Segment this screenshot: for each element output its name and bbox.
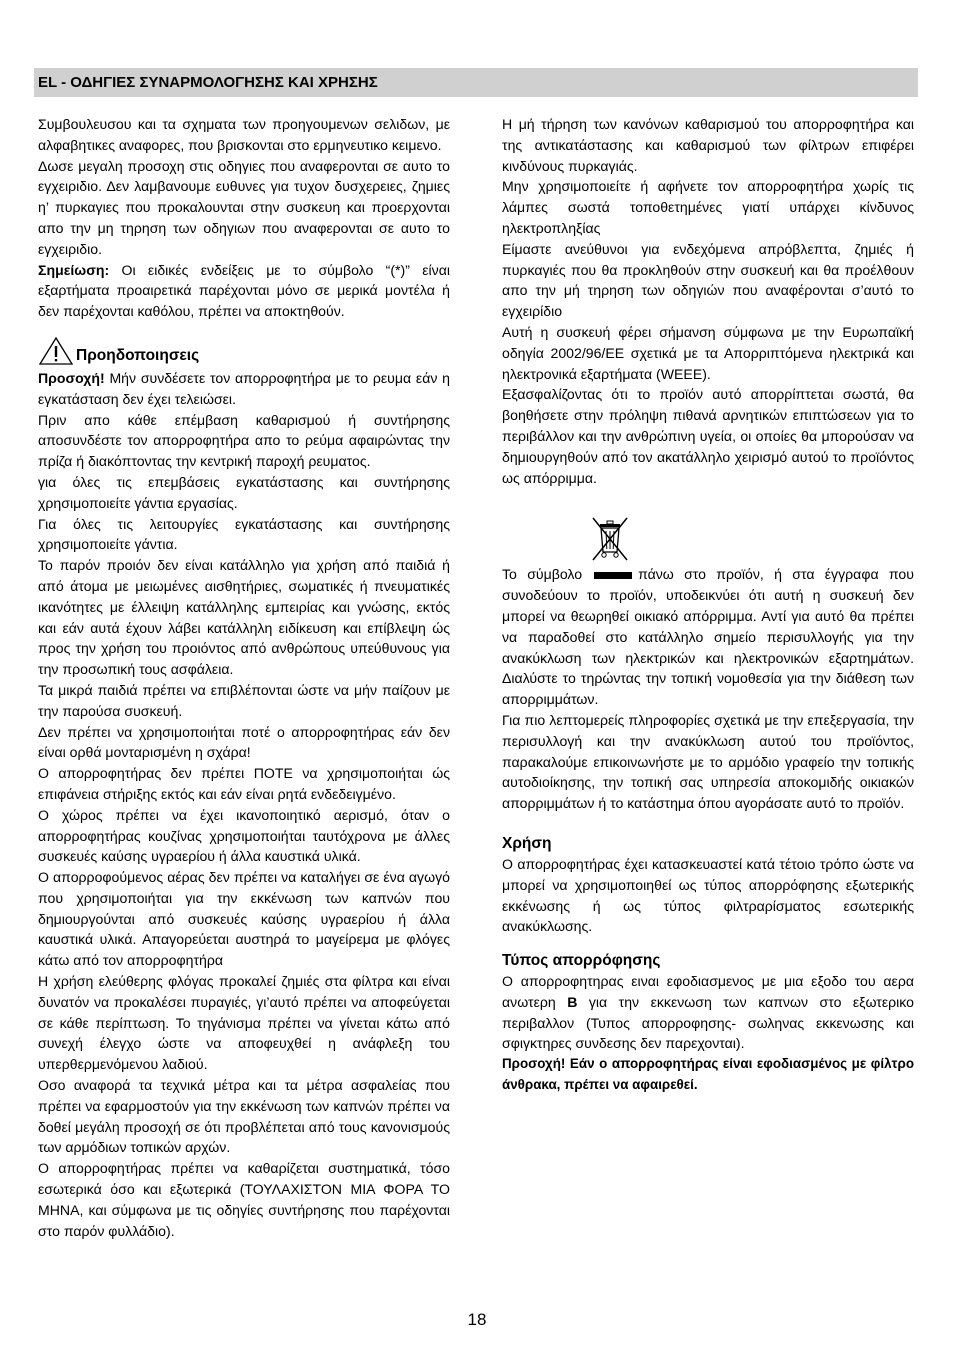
intro-paragraph: Δωσε μεγαλη προσοχη στις οδηγιες που αναφερονται σε αυτο το εγχειριδιο. Δεν λαμβανουμε ευθυνες για τυχον δυσχερειες, ζημιες η’ πυρκαγιες που προκαλουνται στην συσκευη και προερχονται απο την μη τηρηση των οδηγιων που αναφερονται σε αυτο το εγχειριδιο. [38, 157, 450, 257]
warning-paragraph: Η χρήση ελεύθερης φλόγας προκαλεί ζημιές στα φίλτρα και είναι δυνατόν να προκαλέσει πυραγιές, γι’αυτό πρέπει να αποφεύγεται σε κάθε περίπτωση. Το τηγάνισμα πρέπει να γίνεται κάτω από συνεχή έλεγχο ώστε να αποφευχθεί η ανάφλεξη του υπερθερμενόμενου λαδιού. [38, 973, 450, 1073]
info-paragraph: Για πιο λεπτομερείς πληροφορίες σχετικά με την επεξεργασία, την περισυλλογή και την ανακύκλωση αυτού του προϊόντος, παρακαλούμε επικοινωνήστε με το αρμόδιο γραφείο την τοπικής αυτοδιοίκησης, την τοπική σας υπηρεσία αποκομιδής οικιακών απορριμμάτων ή το κατάστημα όπου αγοράσατε αυτό το προϊόν. [502, 711, 914, 812]
type-text-b: για την εκκενωση των καπνων στο εξωτερικο περιβαλλον (Τυπος απορροφησης- σωληνας εκκενωσης και σφιγκτηρες συνδεσης δεν παρεχονται). [502, 993, 914, 1052]
warning-paragraph: για όλες τις επεμβάσεις εγκατάστασης και συντήρησης χρησιμοποιείτε γάντια εργασίας. [38, 473, 450, 511]
right-column [502, 114, 914, 1096]
black-bar-symbol [594, 572, 632, 579]
use-heading: Χρήση [502, 834, 552, 852]
weee-symbol-wrap [590, 516, 914, 564]
use-paragraph: Ο απορροφητήρας έχει κατασκευαστεί κατά τέτοιο τρόπο ώστε να μπορεί να χρησιμοποιηθεί ως τύπος απορρόφησης εξωτερικής εκκένωσης ή ως τύπος φιλτραρίσματος εσωτερικής ανακύκλωσης. [502, 855, 914, 935]
outlet-letter: B [567, 993, 578, 1010]
crossed-out-bin-icon [590, 516, 632, 564]
warnings-heading-row [38, 332, 450, 366]
type-paragraph [502, 971, 914, 1054]
section-header [34, 68, 918, 97]
warning-paragraph: Ο απορροφητήρας πρέπει να καθαρίζεται συστηματικά, τόσο εσωτερικά όσο και εξωτερικά (ΤΟΥΛΑΧΙΣΤΟΝ ΜΙΑ ΦΟΡΑ ΤΟ ΜΗΝΑ, και σύμφωνα με τις οδηγίες συντήρησης που παρέχονται στο παρόν φυλλάδιο). [38, 1160, 450, 1239]
text-paragraph: Είμαστε ανεύθυνοι για ενδεχόμενα απρόβλεπτα, ζημιές ή πυρκαγιές που θα προκληθούν στην συσκευή και θα προέλθουν απο την μή τηρηση των οδηγιών που αναφέρονται σ’αυτό το εγχειρίδιο [502, 240, 914, 320]
warning-paragraph: Οσο αναφορά τα τεχνικά μέτρα και τα μέτρα ασφαλείας που πρέπει να εφαρμοστούν για την εκκένωση των καπνών πρέπει να δοθεί μεγάλη προσοχή σε ότι προβλέπεται από τους κανονισμούς των αρμόδιων τοπικών αρχών. [38, 1077, 450, 1156]
warning-paragraph: Το παρόν προιόν δεν είναι κατάλληλο για χρήση από παιδιά ή από άτομα με μειωμένες αισθητήριες, σωματικές ή πνευματικές ικανότητες με έλλειψη κατάλληλης εμπειρίας και γνώσης, εκτός και εάν αυτά έχουν λάβει κατάλληλη ειδίκευση και επίβλεψη ώς προς την χρήση του προιόντος από ανθρώπους υπεύθυνους για την προσωπική τους ασφάλεια. [38, 557, 450, 678]
symbol-paragraph [502, 564, 914, 710]
warning-triangle-icon [38, 336, 74, 366]
note-label: Σημείωση: [38, 261, 110, 278]
warning-paragraph: Τα μικρά παιδιά πρέπει να επιβλέπονται ώστε να μήν παίζουν με την παρούσα συσκευή. [38, 681, 450, 719]
text-paragraph: Μην χρησιμοποιείτε ή αφήνετε τον απορροφητήρα χωρίς τις λάμπες σωστά τοποθετημένες γιατί υπάρχει κίνδυνος ηλεκτροπληξίας [502, 178, 914, 236]
note-paragraph [38, 260, 450, 322]
warning-paragraph: Πριν απο κάθε επέμβαση καθαρισμού ή συντήρησης αποσυνδέστε τον απορροφητήρα απο το ρεύμα αφαιρώντας την πρίζα ή διακόπτοντας την κεντρική παροχή ρευματος. [38, 411, 450, 470]
symbol-text: πάνω στο προϊόν, ή στα έγγραφα που συνοδεύουν το προϊόν, υποδεικνύει ότι αυτή η συσκευή δεν μπορεί να θεωρηθεί οικιακό απόρριμμα. Αντί για αυτό θα πρέπει να παραδοθεί στο κατάλληλο σημείο περισυλλογής για την ανακύκλωση των ηλεκτρικών και ηλεκτρονικών εξαρτημάτων. Διαλύστε το τηρώντας την τοπική νομοθεσία για την διάθεση των απορριμμάτων. [502, 566, 914, 708]
page-number: 18 [467, 1310, 487, 1329]
note-text: Οι ειδικές ενδείξεις με το σύμβολο “(*)” είναι εξαρτήματα προαιρετικά παρέχονται μόνο σε μερικά μοντέλα ή δεν παρέχονται καθόλου, πρέπει να αποκτηθούν. [38, 261, 450, 320]
caution-text: Μήν συνδέσετε τον απορροφητήρα με το ρευμα εάν η εγκατάσταση δεν έχει τελειώσει. [38, 369, 450, 407]
caution-label: Προσοχή! [38, 369, 105, 386]
warning-paragraph: Δεν πρέπει να χρησιμοποιήται ποτέ ο απορροφητήρας εάν δεν είναι ορθά μονταρισμένη η σχάρα! [38, 723, 450, 761]
symbol-prefix: Το σύμβολο [502, 566, 583, 583]
section-title: EL - ΟΔΗΓΙΕΣ ΣΥΝΑΡΜΟΛΟΓΗΣΗΣ ΚΑΙ ΧΡΗΣΗΣ [38, 74, 378, 91]
type-heading: Τύπος απορρόφησης [502, 952, 661, 970]
bold-warning: Προσοχή! Εάν ο απορροφητήρας είναι εφοδιασμένος με φίλτρο άνθρακα, πρέπει να αφαιρεθεί. [502, 1056, 914, 1093]
left-column [38, 114, 450, 1241]
warning-paragraph: Ο χώρος πρέπει να έχει ικανοποιητικό αερισμό, όταν ο απορροφητήρας κουζίνας χρησιμοποιήται ταυτόχρονα με άλλες συσκευές καύσης υγραερίου ή άλλα καυστικά υλικά. [38, 806, 450, 865]
caution-paragraph [38, 368, 450, 410]
text-paragraph: Εξασφαλίζοντας ότι το προϊόν αυτό απορρίπτεται σωστά, θα βοηθήσετε στην πρόληψη πιθανά αρνητικών επιπτώσεων για το περιβάλλον και την ανθρώπινη υγεία, οι οποίες θα μπορούσαν να δημιουργηθούν από τον ακατάλληλο χειρισμό αυτού το προϊόντος ως απόρριμμα. [502, 386, 914, 486]
text-paragraph: Αυτή η συσκευή φέρει σήμανση σύμφωνα με την Ευρωπαϊκή οδηγία 2002/96/ΕΕ σχετικά με τα Απορριπτόμενα ηλεκτρικά και ηλεκτρονικά εξαρτήματα (WEEE). [502, 323, 914, 382]
warning-paragraph: Ο απορροφούμενος αέρας δεν πρέπει να καταλήγει σε ένα αγωγό που χρησιμοποιήται για την εκκένωση των καπνών που δημιουργούνται από συσκευές καύσης υγραερίου ή άλλα καυστικά υλικά. Απαγορεύεται αυστηρά το μαγείρεμα με φλόγες κάτω από τον απορροφητήρα [38, 869, 450, 969]
text-paragraph: Η μή τήρηση των κανόνων καθαρισμού του απορροφητήρα και της αντικατάστασης και καθαρισμού των φίλτρων επιφέρει κινδύνους πυρκαγιάς. [502, 116, 914, 174]
warning-paragraph: Ο απορροφητήρας δεν πρέπει ΠΟΤΕ να χρησιμοποιήται ώς επιφάνεια στήριξης εκτός και εάν είναι ρητά ενδεδειγμένο. [38, 765, 450, 802]
warning-paragraph: Για όλες τις λειτουργίες εγκατάστασης και συντήρησης χρησιμοποιείτε γάντια. [38, 515, 450, 553]
warnings-heading: Προηδοποιησεις [76, 346, 200, 364]
intro-paragraph: Συμβουλευσου και τα σχηματα των προηγουμενων σελιδων, με αλφαβητικες αναφορες, που βρισκονται στο ερμηνευτικο κειμενο. [38, 116, 450, 153]
type-text-a: Ο απορροφητηρας ειναι εφοδιασμενος με μια εξοδο του αερα ανωτερη [502, 973, 914, 1010]
